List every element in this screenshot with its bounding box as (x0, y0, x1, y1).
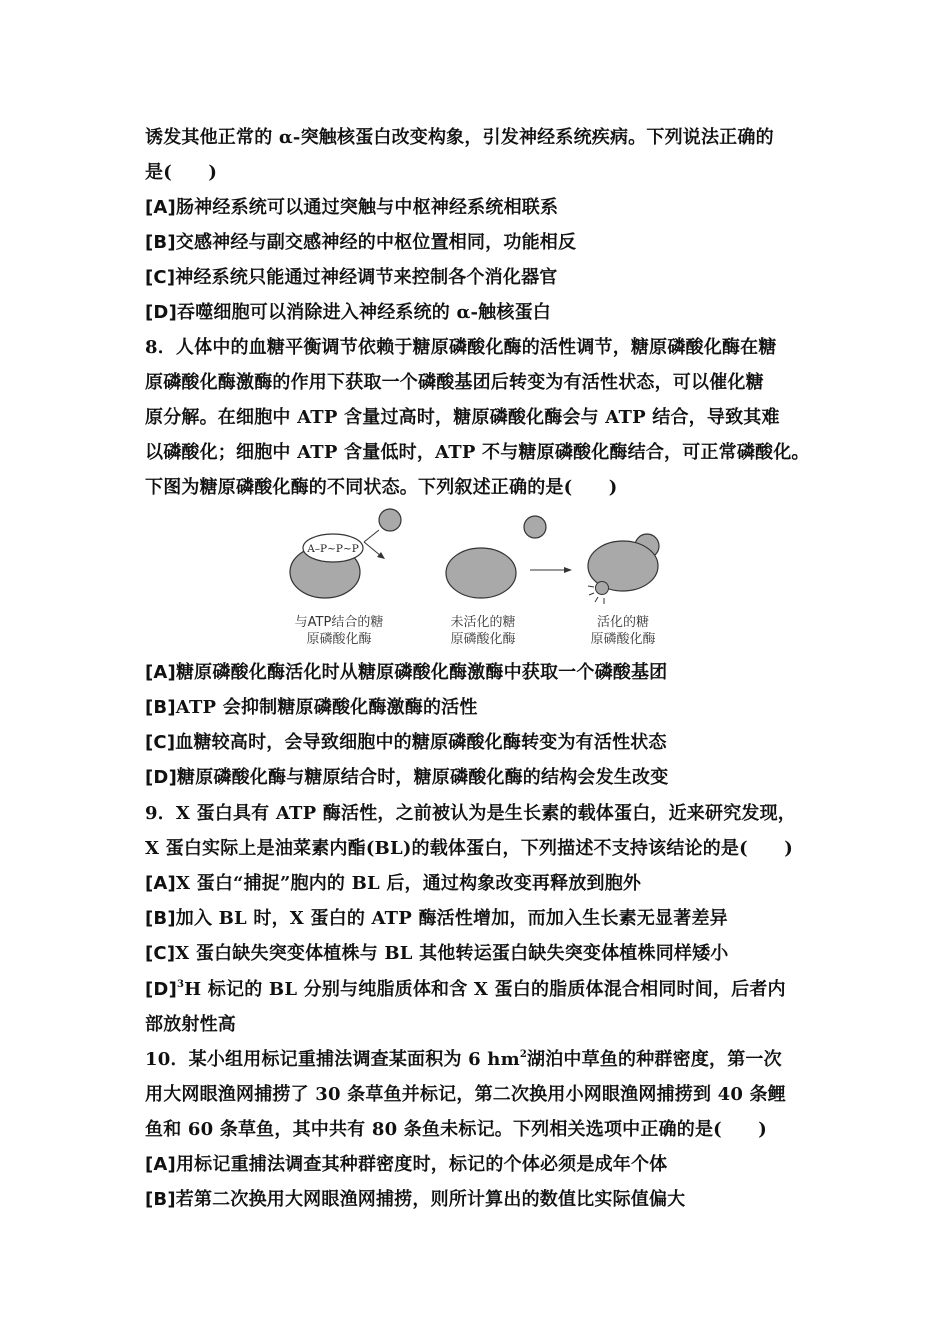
superscript: 3 (177, 979, 185, 990)
option-label: [A] (145, 1154, 176, 1175)
ray-2 (589, 593, 594, 595)
option-label: [B] (145, 697, 176, 718)
atp-label: A–P~P~P (307, 543, 359, 555)
q7-option-a (145, 196, 558, 220)
q9-stem-line-1: 9．X 蛋白具有 ATP 酶活性，之前被认为是生长素的载体蛋白，近来研究发现， (145, 803, 796, 824)
q10-stem-line-3: 鱼和 60 条草鱼，其中共有 80 条鱼未标记。下列相关选项中正确的是( ) (145, 1119, 767, 1140)
q7-option-c (145, 266, 557, 290)
stem-text: 10．某小组用标记重捕法调查某面积为 6 hm (145, 1049, 520, 1070)
small-phosphate-ball (596, 582, 609, 595)
stem-text: 湖泊中草鱼的种群密度，第一次 (527, 1049, 782, 1070)
caption-inactive (428, 614, 538, 648)
q8-option-a (145, 661, 667, 685)
q7-stem-line-2: 是( ) (145, 162, 218, 183)
option-label: [D] (145, 979, 177, 1000)
option-text: X 蛋白缺失突变体植株与 BL 其他转运蛋白缺失突变体植株同样矮小 (175, 943, 729, 964)
enzyme-state-figure (278, 500, 678, 660)
option-label: [B] (145, 1189, 176, 1210)
option-label: [C] (145, 732, 176, 753)
caption-line-2: 原磷酸化酶 (590, 632, 656, 647)
q9-option-c (145, 942, 729, 966)
caption-atp-bound (284, 614, 394, 648)
q9-option-d (145, 978, 786, 1002)
option-text: 神经系统只能通过神经调节来控制各个消化器官 (175, 267, 558, 288)
q10-option-b (145, 1188, 685, 1212)
superscript: 2 (519, 1049, 528, 1060)
option-label: [D] (145, 302, 177, 323)
option-text: 肠神经系统可以通过突触与中枢神经系统相联系 (175, 197, 559, 218)
ray-3 (595, 597, 598, 602)
option-label: [D] (145, 767, 177, 788)
q9-option-b (145, 907, 728, 931)
q9-stem-line-2: X 蛋白实际上是油菜素内酯(BL)的载体蛋白，下列描述不支持该结论的是( ) (145, 838, 793, 859)
caption-line-1: 未活化的糖 (450, 615, 516, 630)
option-label: [A] (145, 662, 176, 683)
option-label: [C] (145, 943, 176, 964)
option-text: X 蛋白“捕捉”胞内的 BL 后，通过构象改变再释放到胞外 (175, 873, 642, 894)
phosphate-ball-1 (379, 509, 401, 531)
q10-stem-line-2: 用大网眼渔网捕捞了 30 条草鱼并标记，第二次换用小网眼渔网捕捞到 40 条鲤 (145, 1084, 786, 1105)
blocked-arrow-line (364, 530, 379, 542)
q7-option-b (145, 231, 576, 255)
q7-option-d (145, 301, 551, 325)
option-label: [C] (145, 267, 176, 288)
q8-stem-line-1: 8．人体中的血糖平衡调节依赖于糖原磷酸化酶的活性调节，糖原磷酸化酶在糖 (145, 337, 777, 358)
option-text: 血糖较高时，会导致细胞中的糖原磷酸化酶转变为有活性状态 (175, 732, 667, 753)
phosphate-ball-2 (524, 516, 546, 538)
q8-stem-line-4: 以磷酸化；细胞中 ATP 含量低时，ATP 不与糖原磷酸化酶结合，可正常磷酸化。 (145, 442, 810, 463)
option-text: 糖原磷酸化酶与糖原结合时，糖原磷酸化酶的结构会发生改变 (177, 767, 669, 788)
q8-option-b (145, 696, 478, 720)
option-text: 糖原磷酸化酶活化时从糖原磷酸化酶激酶中获取一个磷酸基团 (175, 662, 668, 683)
caption-line-2: 原磷酸化酶 (306, 632, 372, 647)
q8-option-d (145, 766, 668, 790)
caption-line-1: 活化的糖 (596, 615, 649, 630)
arrow-line-1 (364, 542, 381, 556)
option-text: ATP 会抑制糖原磷酸化酶激酶的活性 (175, 697, 478, 718)
option-text: 若第二次换用大网眼渔网捕捞，则所计算出的数值比实际值偏大 (175, 1189, 686, 1210)
caption-line-1: 与ATP结合的糖 (294, 615, 384, 630)
enzyme-shape-2 (446, 548, 516, 598)
option-text: 交感神经与副交感神经的中枢位置相同，功能相反 (175, 232, 577, 253)
caption-line-2: 原磷酸化酶 (450, 632, 516, 647)
option-label: [A] (145, 873, 176, 894)
q7-stem-line-1: 诱发其他正常的 α-突触核蛋白改变构象，引发神经系统疾病。下列说法正确的 (145, 127, 774, 148)
option-text: 用标记重捕法调查其种群密度时，标记的个体必须是成年个体 (175, 1154, 668, 1175)
q8-option-c (145, 731, 667, 755)
option-label: [B] (145, 232, 176, 253)
q10-option-a (145, 1153, 667, 1177)
reaction-arrow-head (564, 567, 572, 573)
option-text: H 标记的 BL 分别与纯脂质体和含 X 蛋白的脂质体混合相同时间，后者内 (184, 979, 786, 1000)
q8-stem-line-2: 原磷酸化酶激酶的作用下获取一个磷酸基团后转变为有活性状态，可以催化糖 (145, 372, 764, 393)
q8-stem-line-5: 下图为糖原磷酸化酶的不同状态。下列叙述正确的是( ) (145, 477, 618, 498)
q9-option-d-continued: 部放射性高 (145, 1014, 236, 1035)
option-label: [B] (145, 908, 176, 929)
ray-1 (588, 586, 594, 587)
option-text: 加入 BL 时，X 蛋白的 ATP 酶活性增加，而加入生长素无显著差异 (175, 908, 728, 929)
option-label: [A] (145, 197, 176, 218)
caption-activated (568, 614, 678, 648)
q10-stem-line-1 (145, 1048, 782, 1072)
option-text: 吞噬细胞可以消除进入神经系统的 α-触核蛋白 (177, 302, 551, 323)
q9-option-a (145, 872, 641, 896)
q8-stem-line-3: 原分解。在细胞中 ATP 含量过高时，糖原磷酸化酶会与 ATP 结合，导致其难 (145, 407, 780, 428)
